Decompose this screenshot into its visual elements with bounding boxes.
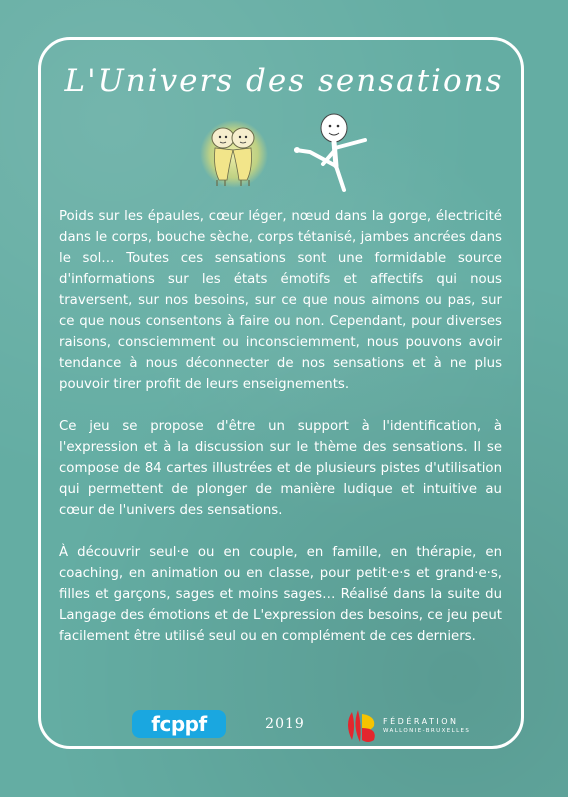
description-text	[59, 206, 502, 668]
federation-line-2: WALLONIE-BRUXELLES	[383, 728, 471, 734]
federation-wallonie-bruxelles-logo	[344, 708, 378, 744]
paragraph-audience: À découvrir seul·e ou en couple, en famille, en thérapie, en coaching, en animation ou en classe, pour petit·e·s et grand·e·s, filles et garçons, sages et moins sages… Réalisé dans la suite du Langage des émotions et de L'expression des besoins, ce jeu peut facilement être utilisé seul ou en complément de ces derniers.	[59, 545, 502, 644]
hugging-characters-illustration	[199, 118, 269, 190]
federation-line-1: FÉDÉRATION	[383, 717, 459, 726]
balancing-figure-illustration	[289, 110, 375, 194]
fcppf-logo: fcppf	[132, 710, 226, 738]
paragraph-intro: Poids sur les épaules, cœur léger, nœud dans la gorge, électricité dans le corps, bouche sèche, corps tétanisé, jambes ancrées dans le sol… Toutes ces sensations sont une formidable source d'informations sur les états émotifs et affectifs qui nous traversent, sur nos besoins, sur ce que nous aimons ou pas, sur ce que nous consentons à faire ou non. Cependant, pour diverses raisons, consciemment ou inconsciemment, nous pouvons avoir tendance à nous déconnecter de nos sensations et à ne plus pouvoir tirer profit de leurs enseignements.	[59, 209, 502, 392]
page-title: L'Univers des sensations	[64, 63, 504, 99]
publication-year: 2019	[265, 716, 305, 732]
federation-name	[383, 717, 483, 735]
paragraph-game: Ce jeu se propose d'être un support à l'identification, à l'expression et à la discussion sur le thème des sensations. Il se compose de 84 cartes illustrées et de plusieurs pistes d'utilisation qui permettent de plonger de manière ludique et intuitive au cœur de l'univers des sensations.	[59, 419, 502, 518]
